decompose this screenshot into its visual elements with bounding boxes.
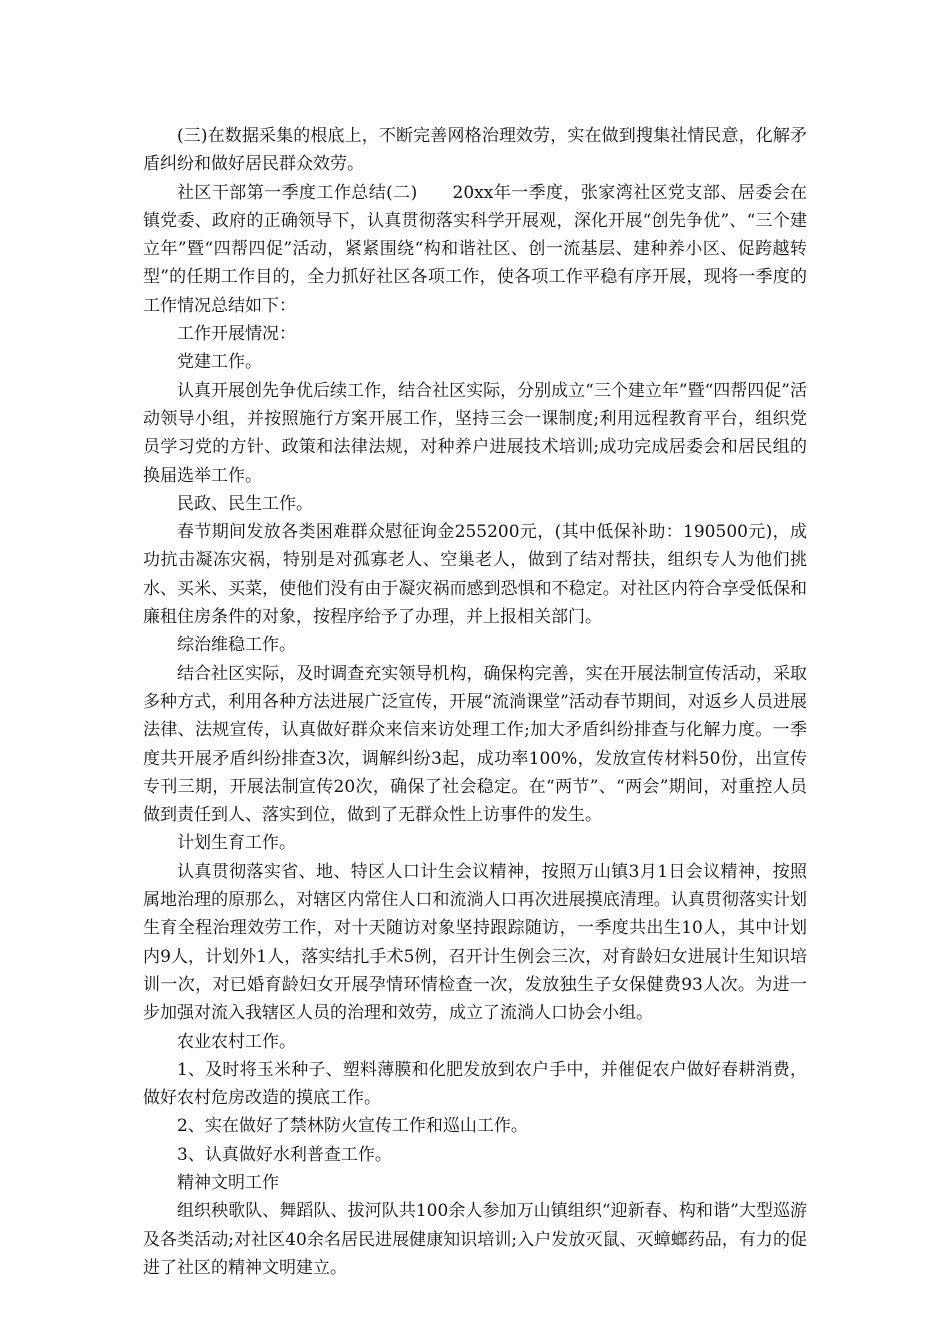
- document-body: [143, 122, 807, 1282]
- paragraph-data-collection: (三)在数据采集的根底上，不断完善网格治理效劳，实在做到搜集社情民意，化解矛盾纠纷和做好居民群众效劳。: [143, 126, 807, 175]
- heading-civilization: 精神文明工作: [177, 1172, 279, 1193]
- heading-stability: 综治维稳工作。: [177, 635, 296, 656]
- paragraph-summary-intro: 社区干部第一季度工作总结(二) 20xx年一季度，张家湾社区党支部、居委会在镇党委、政府的正确领导下，认真贯彻落实科学开展观，深化开展“创先争优”、“三个建立年”暨“四帮四促”活动，紧紧围绕“构和谐社区、创一流基层、建种养小区、促跨越转型”的任期工作目的，全力抓好社区各项工作，使各项工作平稳有序开展，现将一季度的工作情况总结如下：: [143, 182, 807, 316]
- heading-party-building: 党建工作。: [177, 352, 262, 373]
- list-item-agriculture-2: 2、实在做好了禁林防火宣传工作和巡山工作。: [177, 1116, 528, 1137]
- heading-work-status: 工作开展情况：: [177, 324, 296, 345]
- heading-family-planning: 计划生育工作。: [177, 833, 296, 854]
- heading-civil-affairs: 民政、民生工作。: [177, 493, 313, 514]
- paragraph-stability: 结合社区实际，及时调查充实领导机构，确保构完善，实在开展法制宣传活动，采取多种方式，利用各种方法进展广泛宣传，开展“流淌课堂”活动春节期间，对返乡人员进展法律、法规宣传，认真做好群众来信来访处理工作;加大矛盾纠纷排查与化解力度。一季度共开展矛盾纠纷排查3次，调解纠纷3起，成功率100%，发放宣传材料50份，出宣传专刊三期，开展法制宣传20次，确保了社会稳定。在“两节”、“两会”期间，对重控人员做到责任到人、落实到位，做到了无群众性上访事件的发生。: [143, 663, 807, 826]
- paragraph-civilization: 组织秧歌队、舞蹈队、拔河队共100余人参加万山镇组织“迎新春、构和谐”大型巡游及各类活动;对社区40余名居民进展健康知识培训;入户发放灭鼠、灭蟑螂药品，有力的促进了社区的精神文明建立。: [143, 1201, 807, 1278]
- paragraph-party-building: 认真开展创先争优后续工作，结合社区实际，分别成立“三个建立年”暨“四帮四促”活动领导小组，并按照施行方案开展工作，坚持三会一课制度;利用远程教育平台，组织党员学习党的方针、政策和法律法规，对种养户进展技术培训;成功完成居委会和居民组的换届选举工作。: [143, 380, 807, 486]
- paragraph-family-planning: 认真贯彻落实省、地、特区人口计生会议精神，按照万山镇3月1日会议精神，按照属地治理的原那么，对辖区内常住人口和流淌人口再次进展摸底清理。认真贯彻落实计划生育全程治理效劳工作，对十天随访对象坚持跟踪随访，一季度共出生10人，其中计划内9人，计划外1人，落实结扎手术5例，召开计生例会三次，对育龄妇女进展计生知识培训一次，对已婚育龄妇女开展孕情环情检查一次，发放独生子女保健费93人次。为进一步加强对流入我辖区人员的治理和效劳，成立了流淌人口协会小组。: [143, 861, 807, 1024]
- list-item-agriculture-1: 1、及时将玉米种子、塑料薄膜和化肥发放到农户手中，并催促农户做好春耕消费，做好农村危房改造的摸底工作。: [143, 1059, 807, 1109]
- paragraph-civil-affairs: 春节期间发放各类困难群众慰征询金255200元，(其中低保补助：190500元)，成功抗击凝冻灾祸，特别是对孤寡老人、空巢老人，做到了结对帮扶，组织专人为他们挑水、买米、买菜，使他们没有由于凝灾祸而感到恐惧和不稳定。对社区内符合享受低保和廉租住房条件的对象，按程序给予了办理，并上报相关部门。: [143, 522, 807, 628]
- heading-agriculture: 农业农村工作。: [177, 1031, 296, 1052]
- list-item-agriculture-3: 3、认真做好水利普查工作。: [177, 1144, 392, 1165]
